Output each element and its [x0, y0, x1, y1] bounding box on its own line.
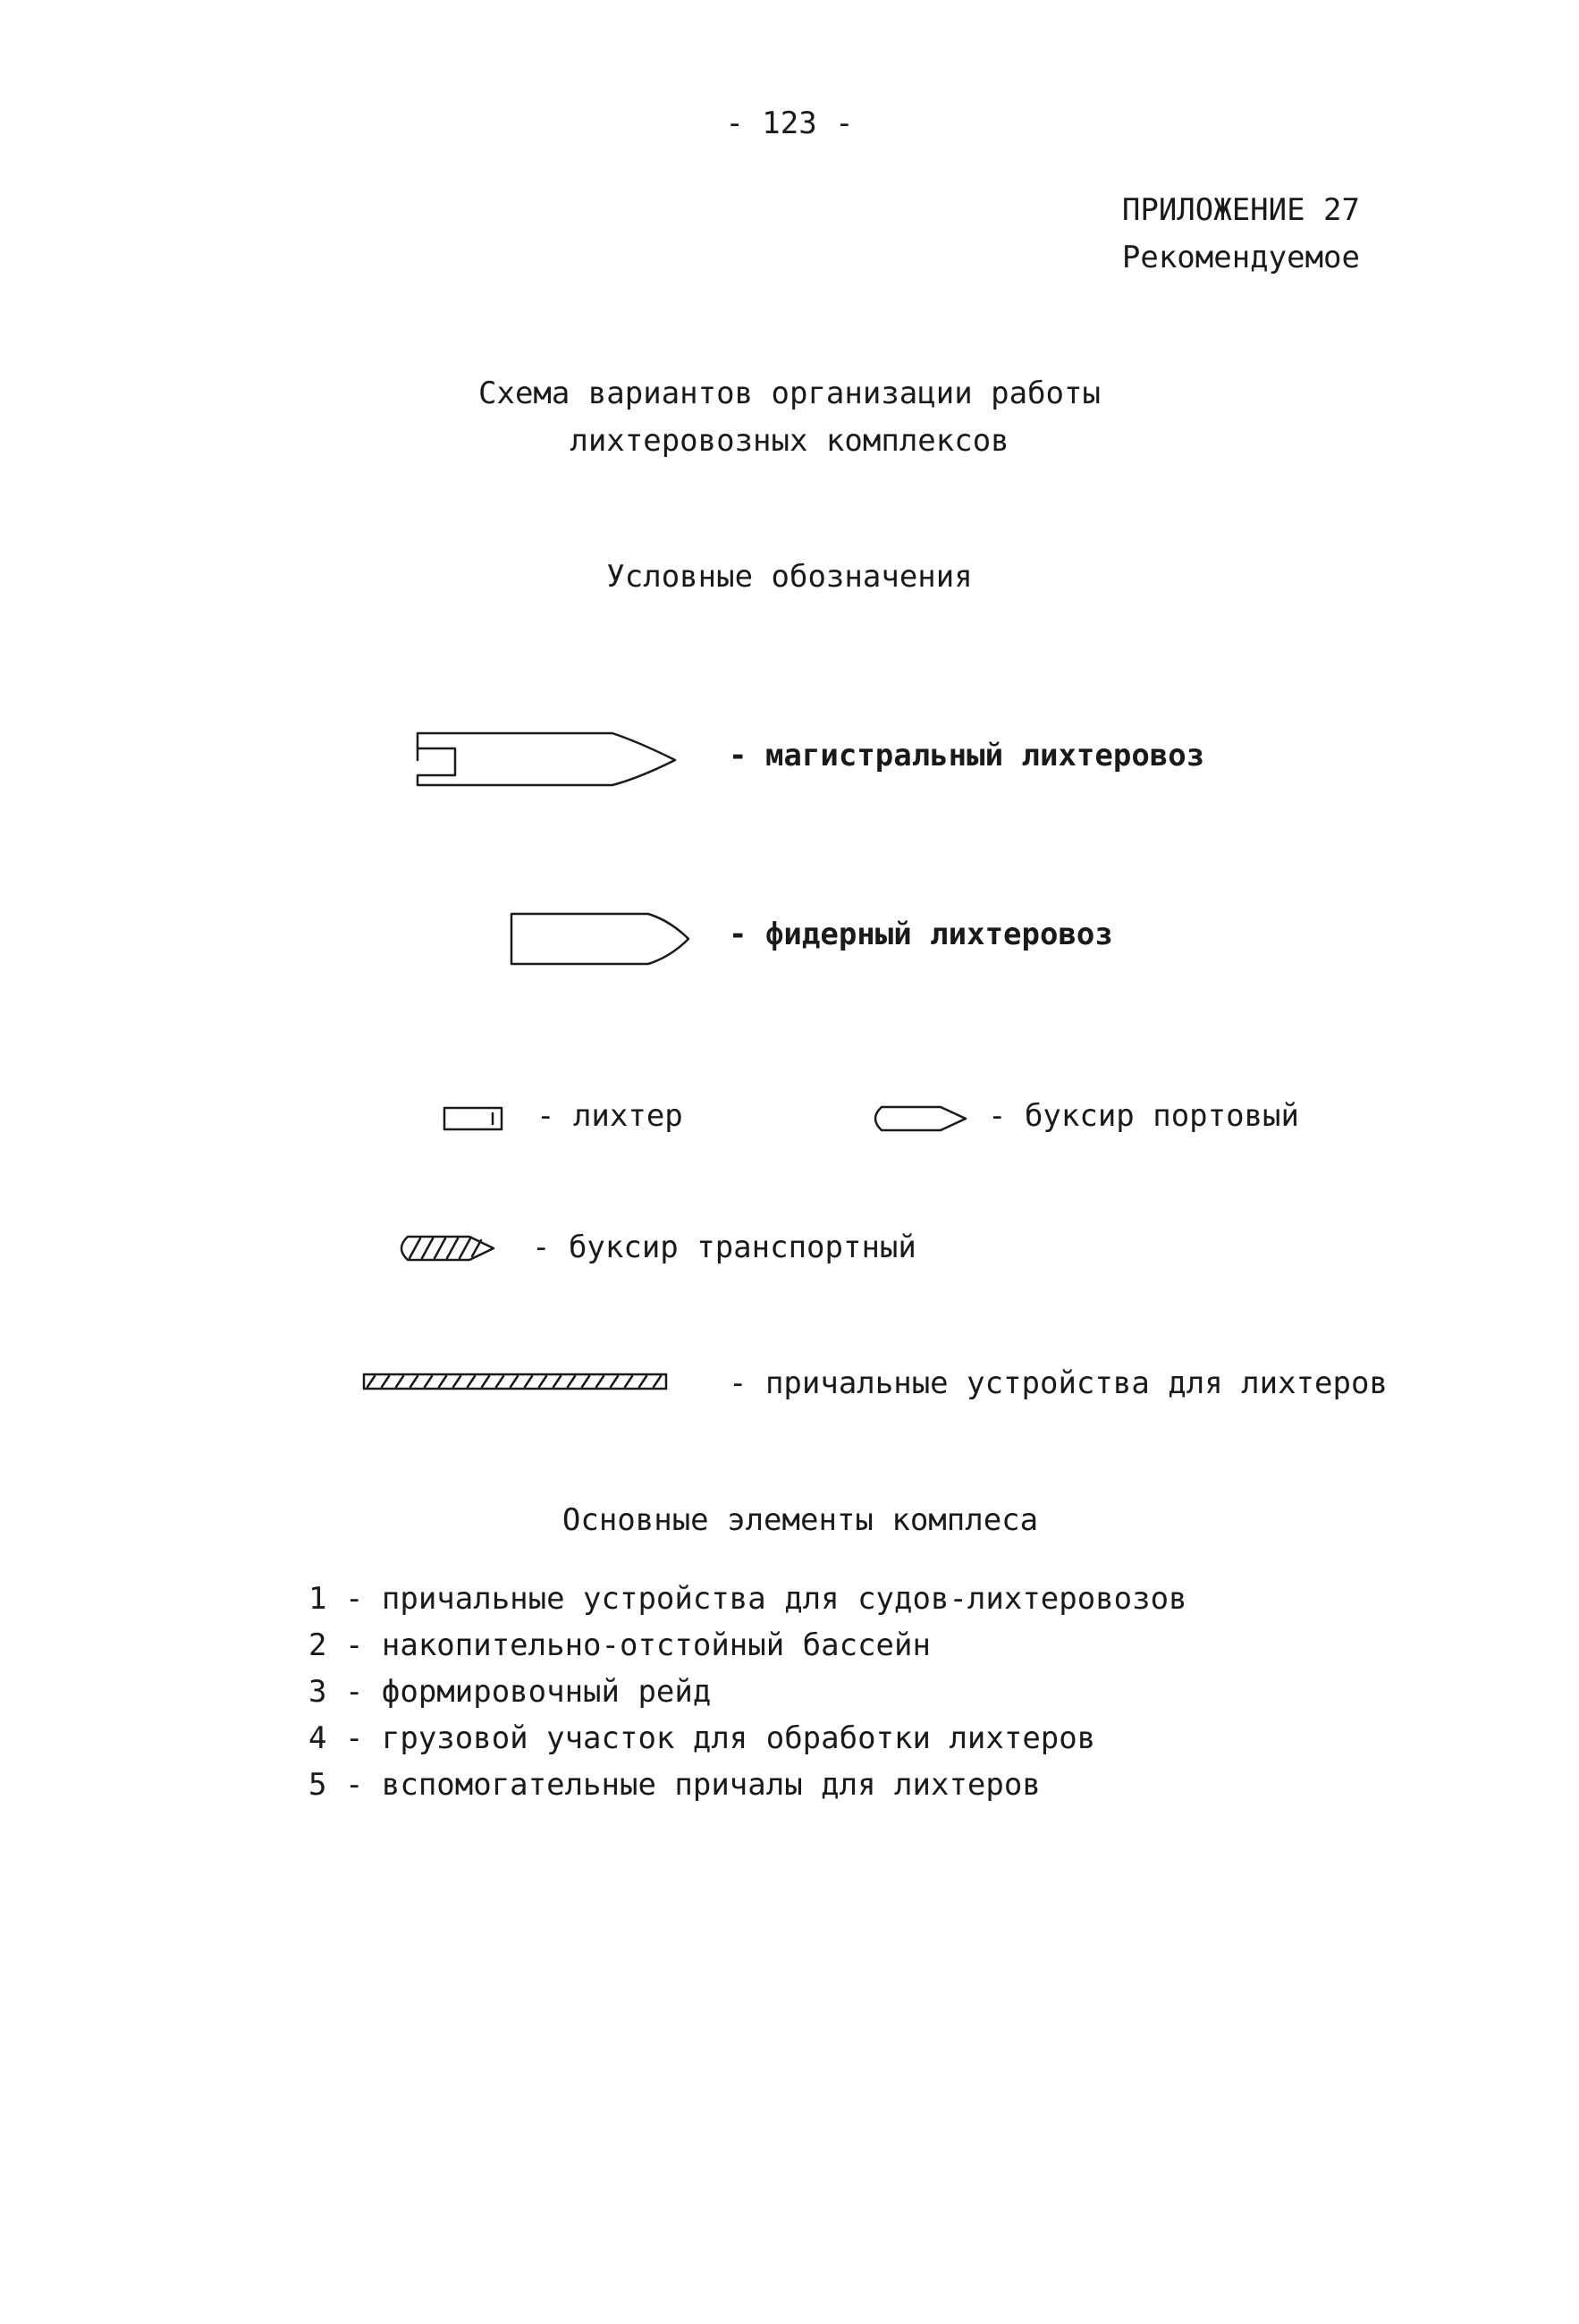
heading-line-1: Схема вариантов организации работы: [478, 376, 1101, 411]
element-item-3: 3 - формировочный рейд: [308, 1674, 712, 1710]
feeder-carrier-icon: [510, 910, 697, 968]
legend-lighter: - лихтер: [536, 1098, 683, 1134]
transport-tug-icon: [393, 1232, 501, 1264]
appendix-title: ПРИЛОЖЕНИЕ 27: [1121, 192, 1360, 228]
element-item-1: 1 - причальные устройства для судов-лихтеровозов: [308, 1581, 1187, 1617]
element-item-2: 2 - накопительно-отстойный бассейн: [308, 1627, 931, 1663]
elements-title: Основные элементы комплеса: [562, 1502, 1039, 1538]
legend-main-carrier: - магистральный лихтеровоз: [729, 738, 1205, 773]
legend-port-tug: - буксир портовый: [988, 1098, 1299, 1134]
berth-devices-icon: [362, 1371, 671, 1394]
port-tug-icon: [867, 1103, 970, 1135]
legend-transport-tug: - буксир транспортный: [532, 1230, 916, 1265]
heading-line-2: лихтеровозных комплексов: [570, 423, 1009, 459]
lighter-icon: [443, 1104, 505, 1135]
legend-title: Условные обозначения: [606, 559, 973, 595]
element-item-4: 4 - грузовой участок для обработки лихтеров: [308, 1720, 1096, 1756]
main-carrier-icon: [416, 729, 684, 791]
element-item-5: 5 - вспомогательные причалы для лихтеров: [308, 1767, 1041, 1803]
legend-berth-devices: - причальные устройства для лихтеров: [729, 1365, 1388, 1401]
elements-list: [308, 1576, 1187, 1808]
page-number: - 123 -: [725, 106, 854, 141]
legend-feeder-carrier: - фидерный лихтеровоз: [729, 917, 1113, 952]
appendix-status: Рекомендуемое: [1121, 240, 1360, 275]
